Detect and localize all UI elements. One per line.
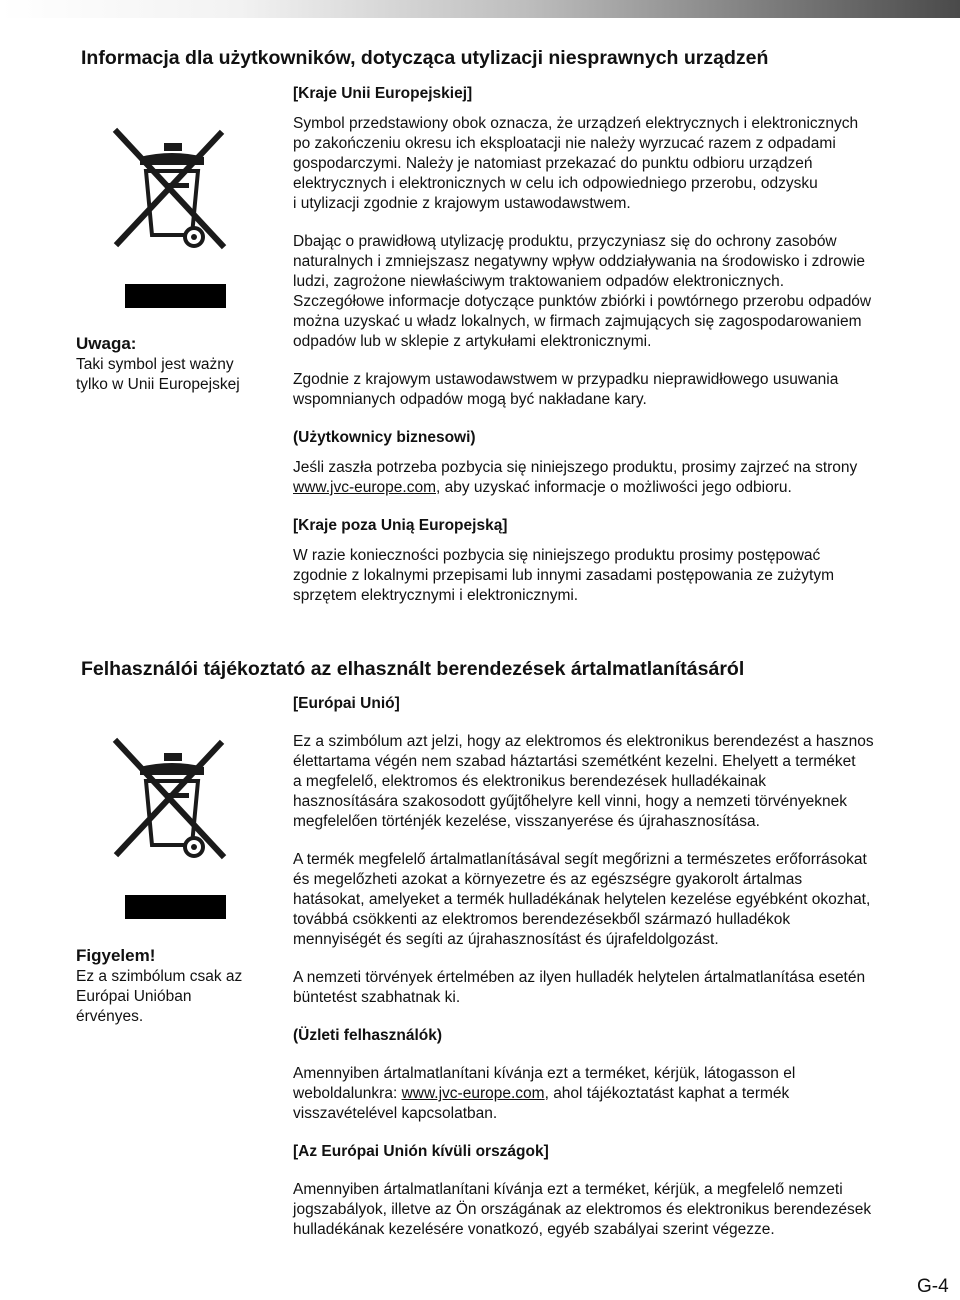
hu-note bbox=[76, 945, 276, 1027]
paragraph-line: elektrycznych i elektronicznych w celu ich odpowiedniego przerobu, odzysku bbox=[293, 175, 818, 192]
note-label: Figyelem! bbox=[76, 946, 156, 965]
paragraph-line: W razie konieczności pozbycia się niniejszego produktu prosimy postępować bbox=[293, 547, 821, 564]
paragraph-line: wspomnianych odpadów mogą być nakładane kary. bbox=[293, 391, 647, 408]
paragraph-line: Zgodnie z krajowym ustawodawstwem w przypadku nieprawidłowego usuwania bbox=[293, 371, 839, 388]
hu-non-eu-title: [Az Európai Unión kívüli országok] bbox=[293, 1143, 549, 1160]
note-line: Európai Unióban bbox=[76, 988, 192, 1005]
paragraph-line: Symbol przedstawiony obok oznacza, że urządzeń elektrycznych i elektronicznych bbox=[293, 115, 859, 132]
note-line: Taki symbol jest ważny bbox=[76, 356, 234, 373]
paragraph-line bbox=[293, 478, 958, 498]
paragraph-line: Ez a szimbólum azt jelzi, hogy az elektromos és elektronikus berendezést a hasznos bbox=[293, 733, 874, 750]
paragraph-line: élettartama végén nem szabad háztartási szemétként kezelni. Ehelyett a terméket bbox=[293, 753, 856, 770]
paragraph-line: sprzętem elektrycznymi i elektronicznymi. bbox=[293, 587, 579, 604]
jvc-europe-link[interactable]: www.jvc-europe.com bbox=[401, 1085, 545, 1102]
paragraph-line: A nemzeti törvények értelmében az ilyen hulladék helytelen ártalmatlanítása esetén bbox=[293, 969, 866, 986]
paragraph-line: büntetést szabhatnak ki. bbox=[293, 989, 461, 1006]
link-prefix: weboldalunkra: bbox=[293, 1085, 402, 1102]
pl-eu-title: [Kraje Unii Europejskiej] bbox=[293, 85, 473, 102]
link-suffix: , aby uzyskać informacje o możliwości jego odbioru. bbox=[436, 479, 792, 496]
paragraph-line: továbbá csökkenti az elektromos berendezésekből származó hulladékok bbox=[293, 911, 791, 928]
paragraph-line: hatásokat, amelyeket a termék hulladékának helytelen kezelése egyébként okozhat, bbox=[293, 891, 871, 908]
paragraph-line: Amennyiben ártalmatlanítani kívánja ezt a terméket, kérjük, a megfelelő nemzeti bbox=[293, 1181, 843, 1198]
paragraph-line: mennyiségét és segíti az újrahasznosítást és újrafeldolgozást. bbox=[293, 931, 719, 948]
link-suffix: , ahol tájékoztatást kaphat a termék bbox=[544, 1085, 790, 1102]
pl-section-heading: Informacja dla użytkowników, dotycząca utylizacji niesprawnych urządzeń bbox=[81, 47, 769, 69]
note-line: érvényes. bbox=[76, 1008, 144, 1025]
paragraph-line: hasznosítására szakosodott gyűjtőhelyre kell vinni, hogy a nemzeti törvényeknek bbox=[293, 793, 847, 810]
pl-non-eu-title: [Kraje poza Unią Europejską] bbox=[293, 517, 508, 534]
hu-business-title: (Üzleti felhasználók) bbox=[293, 1027, 442, 1044]
page-number: G-4 bbox=[917, 1276, 949, 1297]
paragraph-line: Jeśli zaszła potrzeba pozbycia się niniejszego produktu, prosimy zajrzeć na strony bbox=[293, 459, 858, 476]
pl-note bbox=[76, 333, 276, 395]
paragraph-line: Dbając o prawidłową utylizację produktu, przyczyniasz się do ochrony zasobów bbox=[293, 233, 837, 250]
paragraph-line: hulladékának kezelésére vonatkozó, egyéb szabályai szerint végezze. bbox=[293, 1221, 775, 1238]
paragraph-line bbox=[293, 1084, 958, 1104]
hu-eu-title: [Európai Unió] bbox=[293, 695, 400, 712]
jvc-europe-link[interactable]: www.jvc-europe.com bbox=[293, 479, 436, 496]
hu-body bbox=[293, 694, 958, 1240]
paragraph-line: po zakończeniu okresu ich eksploatacji nie należy wyrzucać razem z odpadami bbox=[293, 135, 836, 152]
paragraph-line: megfelelően történjék kezelése, visszanyerése és újrahasznosítása. bbox=[293, 813, 760, 830]
weee-bin-icon bbox=[112, 737, 230, 867]
paragraph-line: zgodnie z lokalnymi przepisami lub innymi zasadami postępowania ze zużytym bbox=[293, 567, 835, 584]
weee-bin-icon bbox=[112, 127, 230, 257]
note-label: Uwaga: bbox=[76, 334, 137, 353]
paragraph-line: jogszabályok, illetve az Ön országának az elektromos és elektronikus berendezések bbox=[293, 1201, 872, 1218]
paragraph-line: Amennyiben ártalmatlanítani kívánja ezt a terméket, kérjük, látogasson el bbox=[293, 1065, 796, 1082]
paragraph-line: można uzyskać u władz lokalnych, w firmach zajmujących się zagospodarowaniem bbox=[293, 313, 862, 330]
paragraph-line: Szczegółowe informacje dotyczące punktów zbiórki i powtórnego przerobu odpadów bbox=[293, 293, 872, 310]
paragraph-line: A termék megfelelő ártalmatlanításával segít megőrizni a természetes erőforrásokat bbox=[293, 851, 867, 868]
note-line: tylko w Unii Europejskej bbox=[76, 376, 240, 393]
paragraph-line: és megelőzheti azokat a környezetre és az egészségre gyakorolt ártalmas bbox=[293, 871, 803, 888]
weee-black-bar bbox=[125, 895, 226, 919]
header-gradient-bar bbox=[0, 0, 960, 18]
hu-section-heading: Felhasználói tájékoztató az elhasznált berendezések ártalmatlanításáról bbox=[81, 658, 745, 680]
weee-black-bar bbox=[125, 284, 226, 308]
paragraph-line: a megfelelő, elektromos és elektronikus berendezések hulladékainak bbox=[293, 773, 767, 790]
paragraph-line: i utylizacji zgodnie z krajowym ustawodawstwem. bbox=[293, 195, 631, 212]
paragraph-line: visszavételével kapcsolatban. bbox=[293, 1105, 498, 1122]
paragraph-line: odpadów lub w sklepie z artykułami elektronicznymi. bbox=[293, 333, 652, 350]
pl-body bbox=[293, 84, 958, 606]
paragraph-line: naturalnych i zmniejszasz negatywny wpływ oddziaływania na środowisko i zdrowie bbox=[293, 253, 866, 270]
paragraph-line: ludzi, zagrożone niewłaściwym traktowaniem odpadów elektronicznych. bbox=[293, 273, 785, 290]
pl-business-title: (Użytkownicy biznesowi) bbox=[293, 429, 476, 446]
paragraph-line: gospodarczymi. Należy je natomiast przekazać do punktu odbioru urządzeń bbox=[293, 155, 813, 172]
note-line: Ez a szimbólum csak az bbox=[76, 968, 243, 985]
